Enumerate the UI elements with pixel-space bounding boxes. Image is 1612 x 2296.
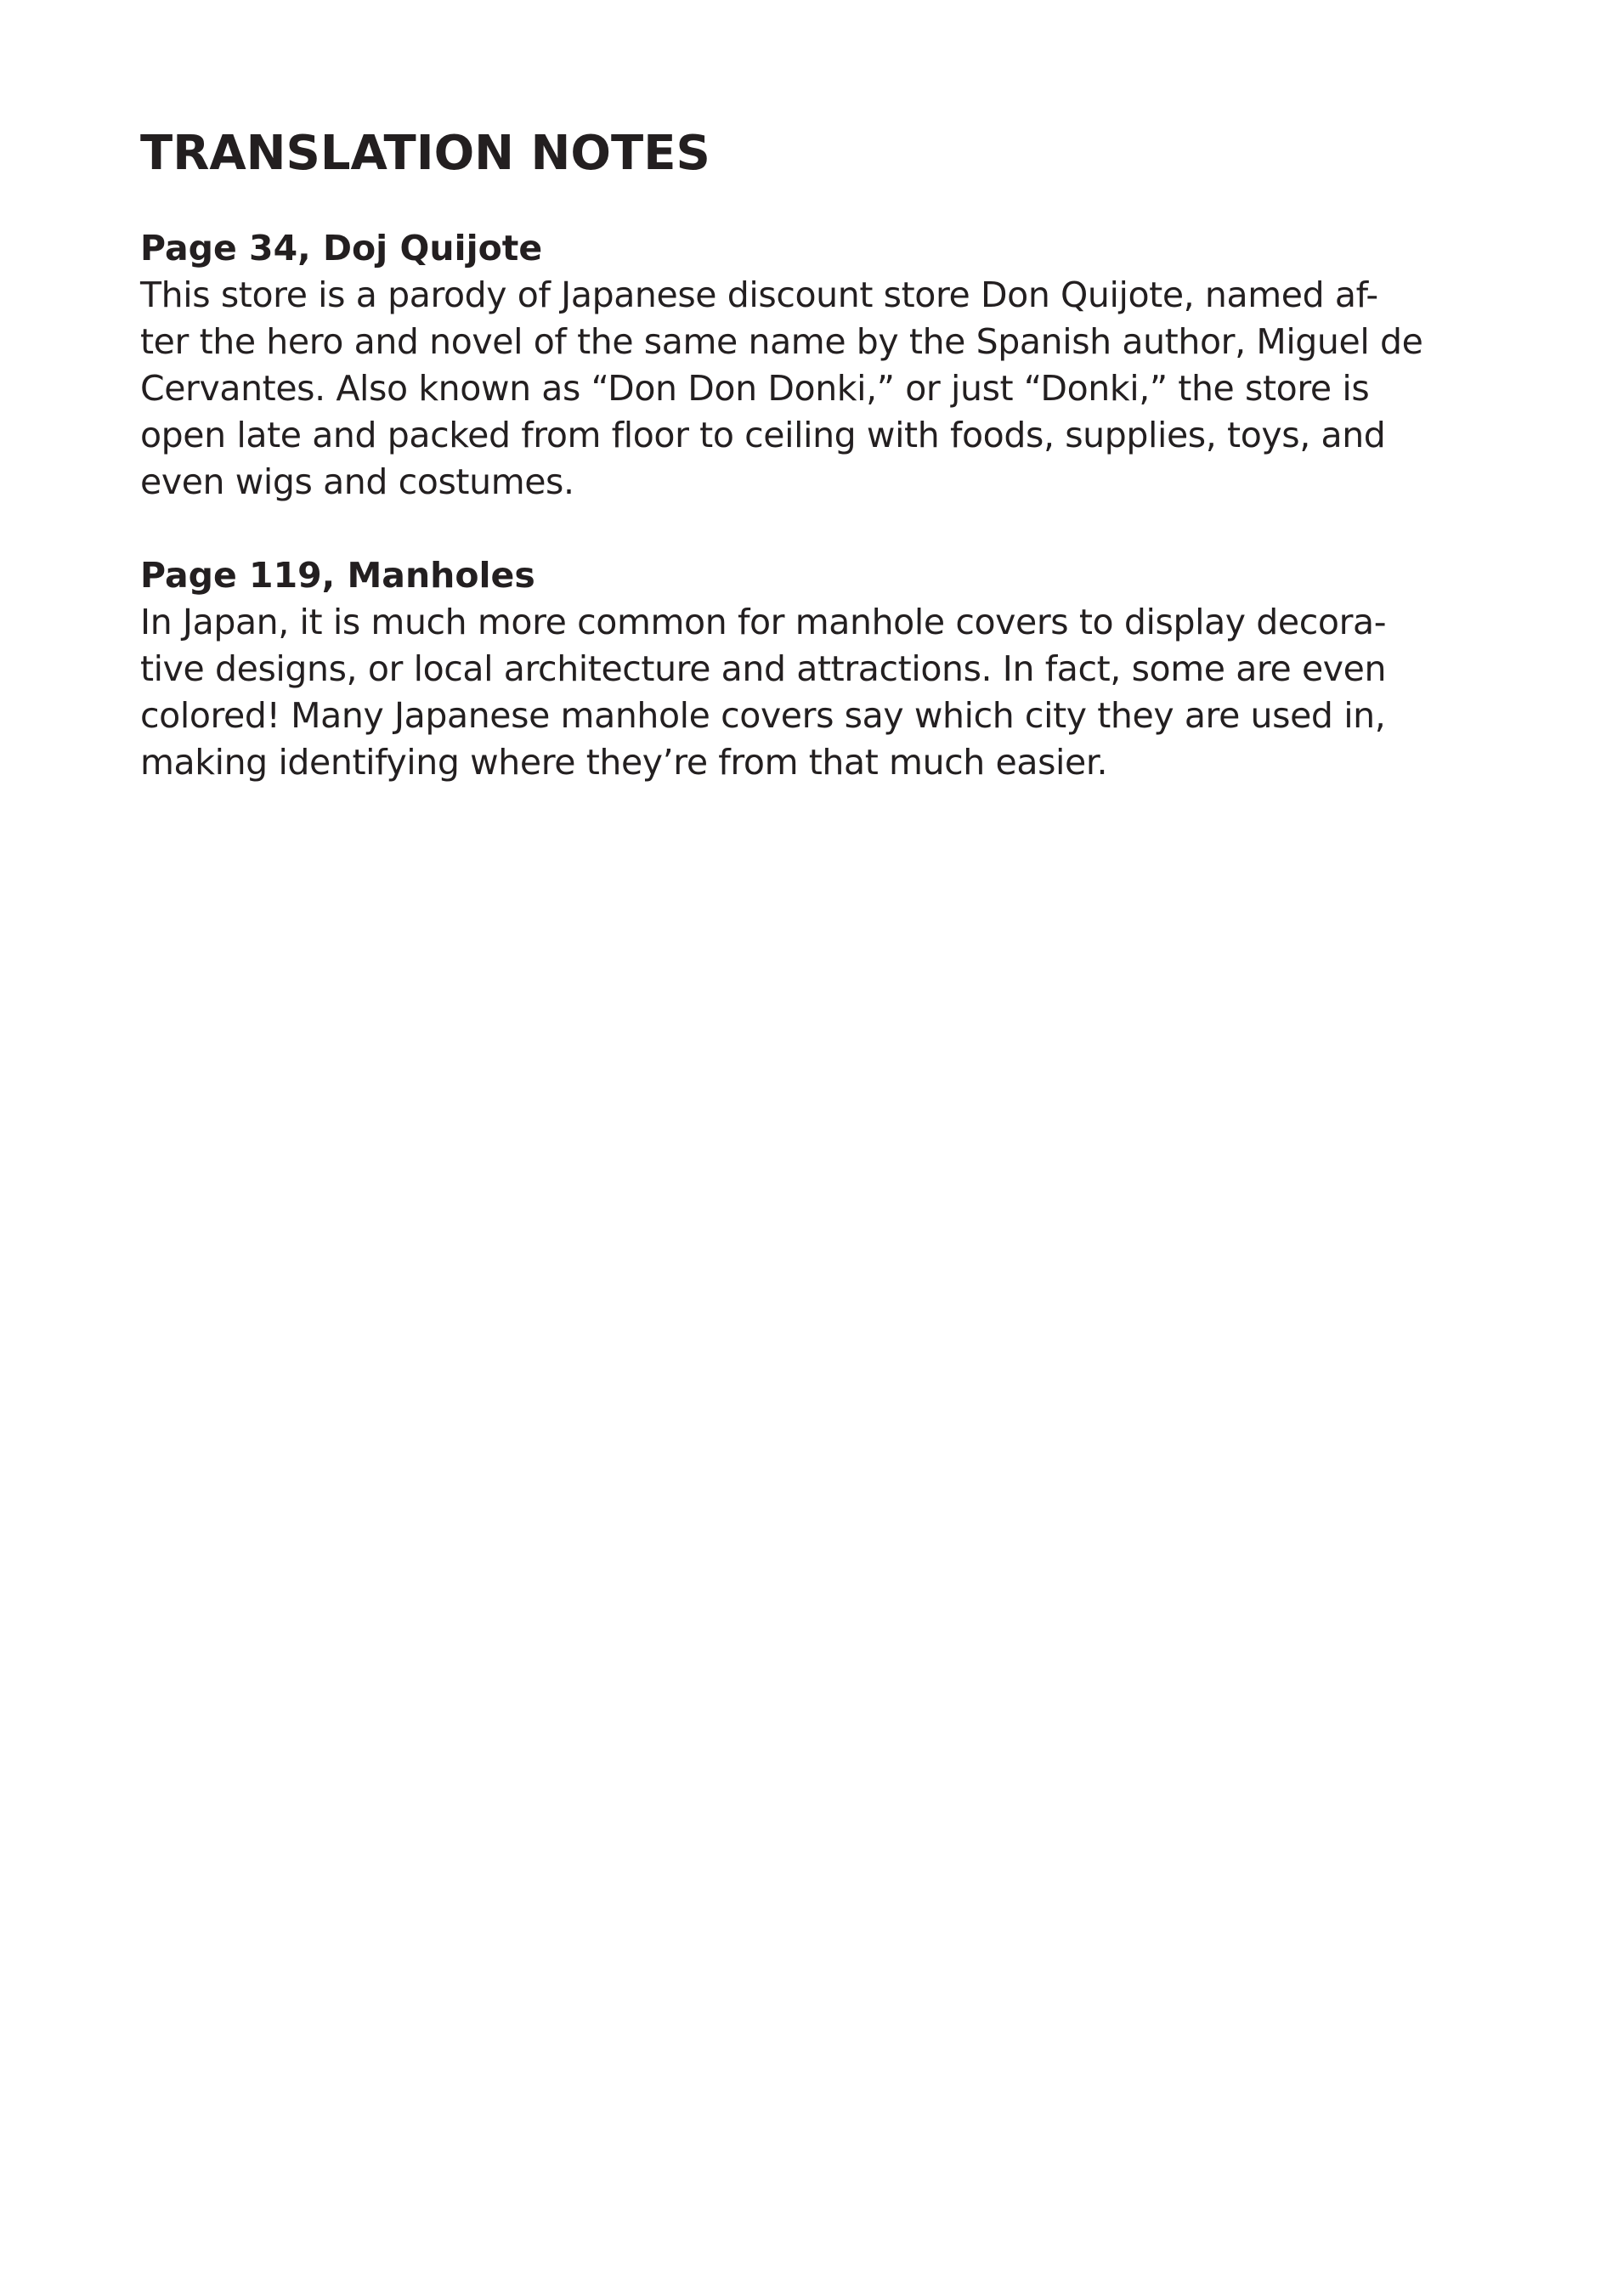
- note-body-line: This store is a parody of Japanese discount store Don Quijote, named af-: [140, 274, 1378, 315]
- note-body-line: colored! Many Japanese manhole covers say which city they are used in,: [140, 694, 1386, 736]
- note-body: [140, 599, 1483, 786]
- note-body-line: open late and packed from floor to ceiling with foods, supplies, toys, and: [140, 414, 1386, 455]
- note-body-line: In Japan, it is much more common for manhole covers to display decora-: [140, 601, 1387, 642]
- note-body-line: making identifying where they’re from that much easier.: [140, 741, 1108, 783]
- note-body-line: ter the hero and novel of the same name by the Spanish author, Miguel de: [140, 320, 1423, 362]
- document-page: [140, 127, 1483, 786]
- note-body: [140, 272, 1483, 506]
- note-body-line: tive designs, or local architecture and attractions. In fact, some are even: [140, 648, 1387, 689]
- page-title: TRANSLATION NOTES: [140, 126, 710, 181]
- note-heading: Page 34, Doj Quijote: [140, 227, 543, 269]
- translation-note-manholes: [140, 552, 1483, 786]
- translation-note-don-quijote: [140, 225, 1483, 506]
- note-body-line: Cervantes. Also known as “Don Don Donki,” or just “Donki,” the store is: [140, 367, 1370, 409]
- note-heading: Page 119, Manholes: [140, 554, 535, 596]
- note-body-line: even wigs and costumes.: [140, 461, 574, 502]
